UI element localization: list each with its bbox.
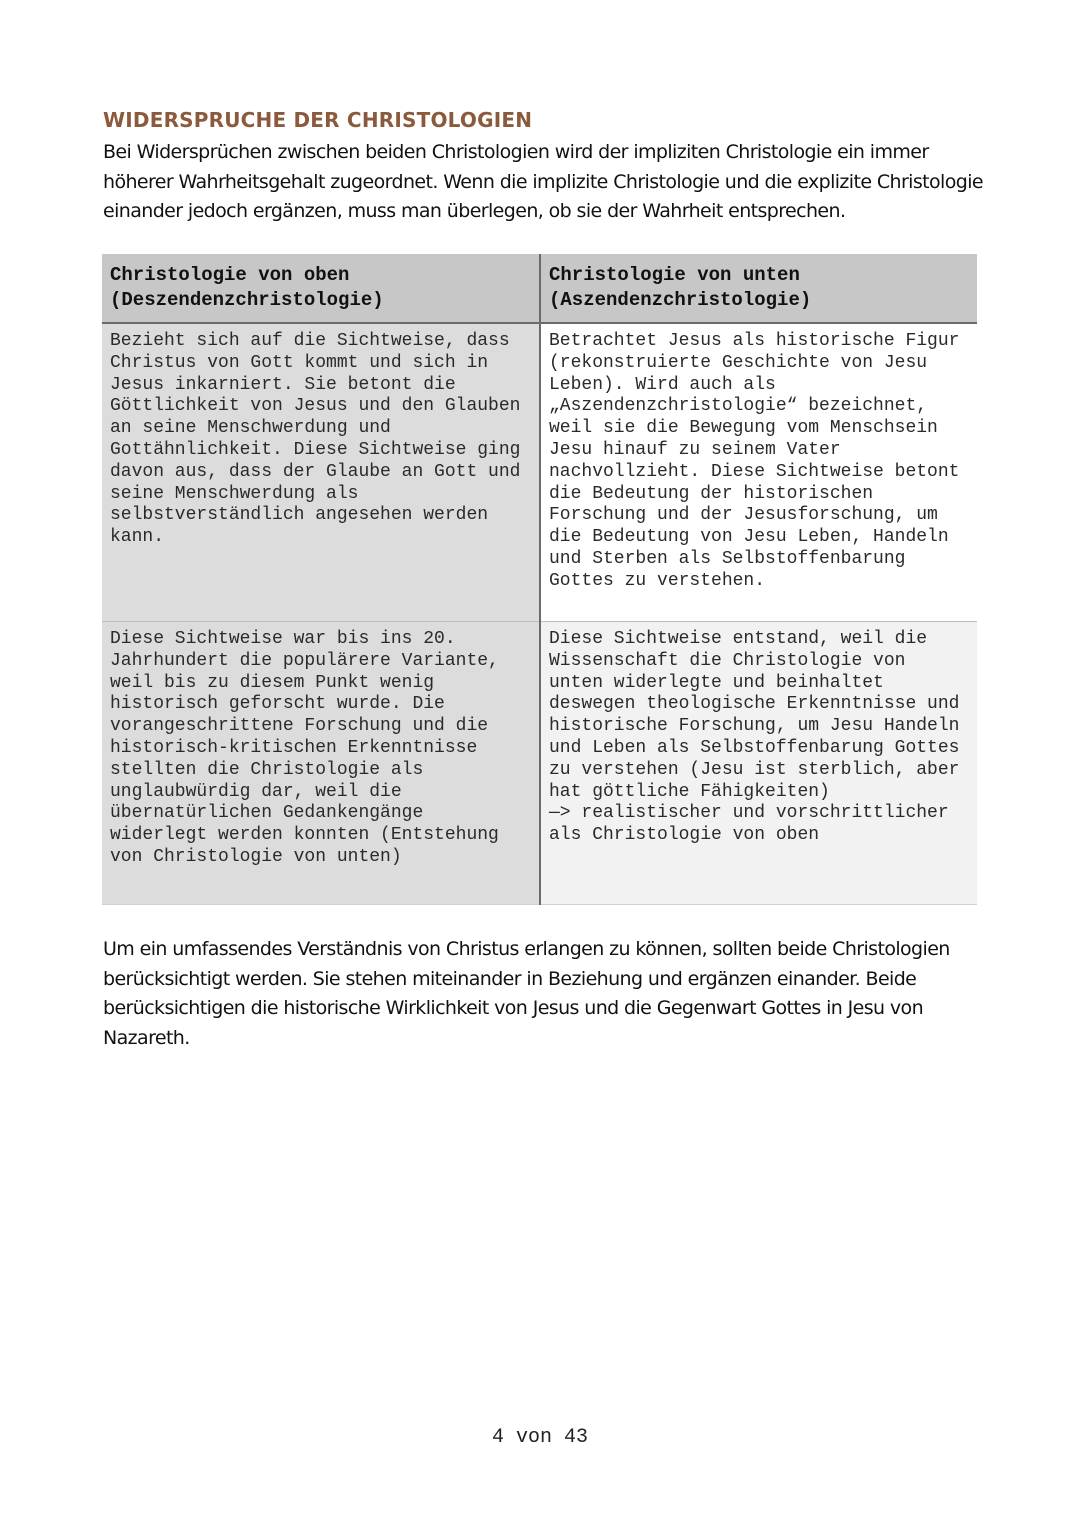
page-number: 4 von 43 — [491, 1426, 588, 1449]
comparison-table — [102, 254, 977, 905]
conclusion-paragraph: Um ein umfassendes Verständnis von Christus erlangen zu können, sollten beide Christologien berücksichtigt werden. Sie stehen miteinander in Beziehung und ergänzen einander. Beide berücksichtigen die historische Wirklichkeit von Jesus und die Gegenwart Gottes in Jesu von Nazareth. — [103, 938, 950, 1049]
header-christologie-von-unten: Christologie von unten (Aszendenzchristologie) — [540, 254, 977, 323]
section-heading: WIDERSPRUCHE DER CHRISTOLOGIEN — [103, 108, 533, 132]
table-row — [102, 622, 977, 905]
table-header — [102, 254, 977, 323]
intro-paragraph: Bei Widersprüchen zwischen beiden Christologien wird der impliziten Christologie ein immer höherer Wahrheitsgehalt zugeordnet. Wenn die implizite Christologie und die explizite Christologie einander jedoch ergänzen, muss man überlegen, ob sie der Wahrheit entsprechen. — [103, 141, 983, 222]
table-cell-oben-history: Diese Sichtweise war bis ins 20. Jahrhundert die populärere Variante, weil bis zu diesem Punkt wenig historisch geforscht wurde. Die vorangeschrittene Forschung und die historisch-kritischen Erkenntnisse stellten die Christologie als unglaubwürdig dar, weil die übernatürlichen Gedankengänge widerlegt werden konnten (Entstehung von Christologie von unten) — [102, 622, 540, 905]
table-cell-unten-description: Betrachtet Jesus als historische Figur (rekonstruierte Geschichte von Jesu Leben). Wird auch als „Aszendenzchristologie“ bezeichnet, weil sie die Bewegung vom Menschsein Jesu hinauf zu seinem Vater nachvollzieht. Diese Sichtweise betont die Bedeutung der historischen Forschung und der Jesusforschung, um die Bedeutung von Jesu Leben, Handeln und Sterben als Selbstoffenbarung Gottes zu verstehen. — [540, 323, 977, 622]
table-row — [102, 323, 977, 622]
header-christologie-von-oben: Christologie von oben (Deszendenzchristologie) — [102, 254, 540, 323]
table-body — [102, 323, 977, 905]
table-cell-oben-description: Bezieht sich auf die Sichtweise, dass Christus von Gott kommt und sich in Jesus inkarniert. Sie betont die Göttlichkeit von Jesus und den Glauben an seine Menschwerdung und Gottähnlichkeit. Diese Sichtweise ging davon aus, dass der Glaube an Gott und seine Menschwerdung als selbstverständlich angesehen werden kann. — [102, 323, 540, 622]
table-cell-unten-history: Diese Sichtweise entstand, weil die Wissenschaft die Christologie von unten widerlegte und beinhaltet deswegen theologische Erkenntnisse und historische Forschung, um Jesu Handeln und Leben als Selbstoffenbarung Gottes zu verstehen (Jesu ist sterblich, aber hat göttliche Fähigkeiten) —> realistischer und vorschrittlicher als Christologie von oben — [540, 622, 977, 905]
table-header-row — [102, 254, 977, 323]
